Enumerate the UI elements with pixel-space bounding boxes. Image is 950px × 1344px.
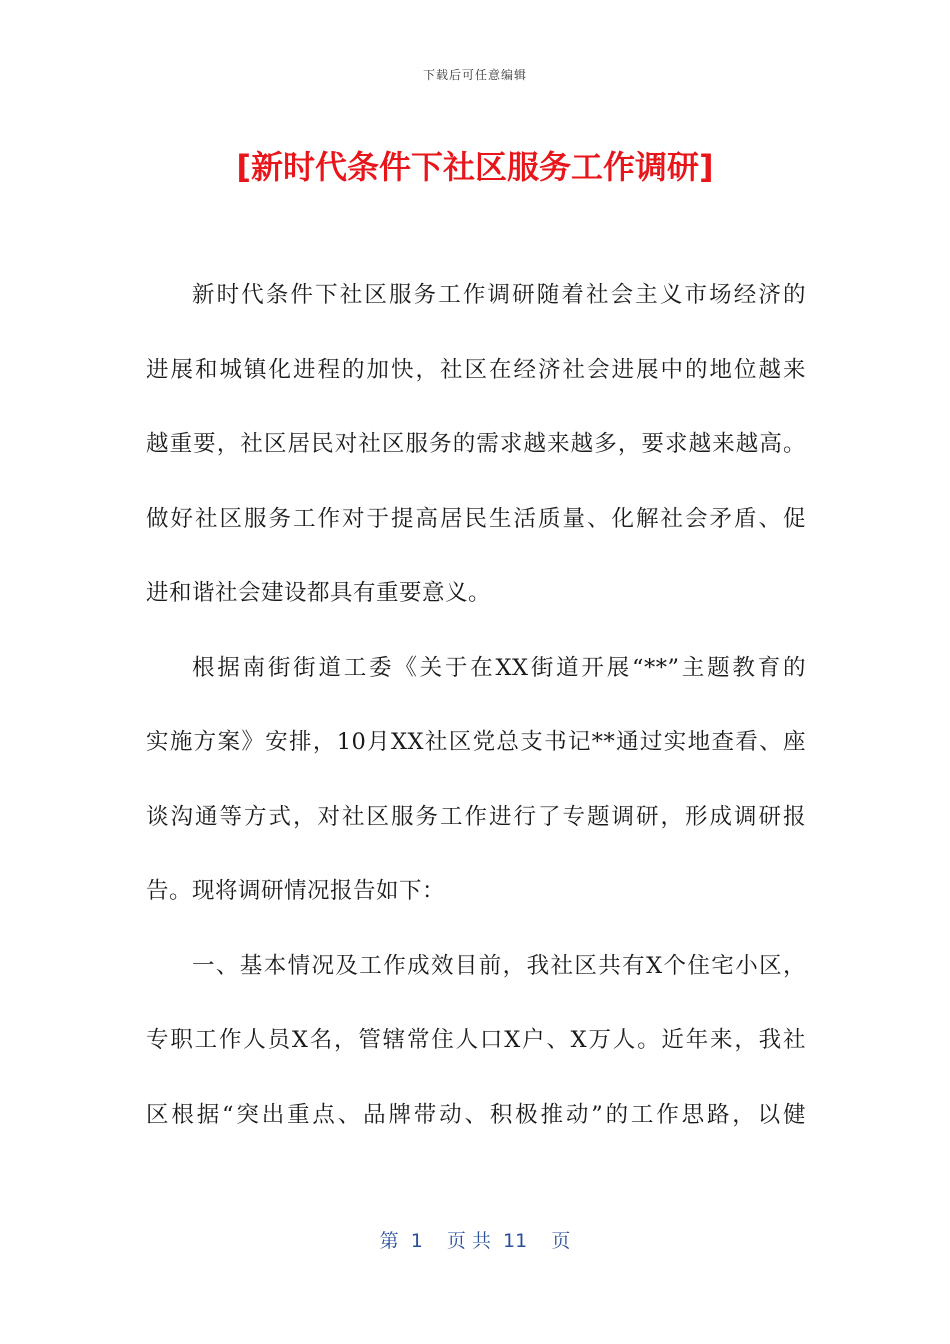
paragraph-line: 越重要，社区居民对社区服务的需求越来越多，要求越来越高。 [146, 431, 806, 457]
page-number-footer: 第 1 页 共 11 页 [379, 1230, 571, 1252]
header-note: 下载后可任意编辑 [422, 68, 527, 82]
paragraph-line: 谈沟通等方式，对社区服务工作进行了专题调研，形成调研报 [146, 803, 806, 830]
paragraph-line: 专职工作人员X名，管辖常住人口X户、X万人。近年来，我社 [146, 1027, 806, 1053]
paragraph-line: 做好社区服务工作对于提高居民生活质量、化解社会矛盾、促 [146, 505, 806, 532]
document-title: [新时代条件下社区服务工作调研] [236, 148, 714, 186]
paragraph-line: 进展和城镇化进程的加快，社区在经济社会进展中的地位越来 [146, 356, 806, 383]
paragraph-line: 实施方案》安排，10月XX社区党总支书记**通过实地查看、座 [146, 729, 806, 755]
paragraph-line: 区根据“突出重点、品牌带动、积极推动”的工作思路，以健 [146, 1101, 806, 1128]
document-body [146, 272, 806, 1166]
paragraph-line: 新时代条件下社区服务工作调研随着社会主义市场经济的 [192, 282, 806, 308]
paragraph-line: 一、基本情况及工作成效目前，我社区共有X个住宅小区， [192, 952, 806, 979]
paragraph-line: 告。现将调研情况报告如下： [146, 878, 446, 904]
paragraph-line: 进和谐社会建设都具有重要意义。 [146, 580, 492, 606]
paragraph-line: 根据南街街道工委《关于在XX街道开展“**”主题教育的 [192, 654, 806, 681]
